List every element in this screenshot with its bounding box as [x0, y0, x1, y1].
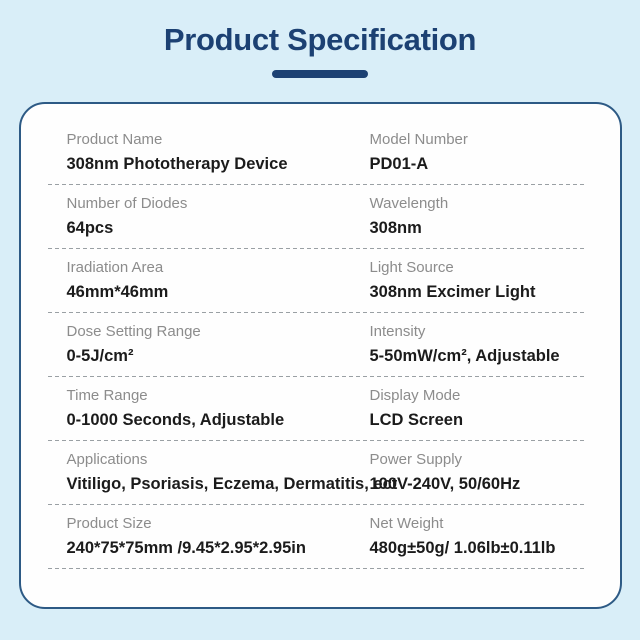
- spec-value: 46mm*46mm: [66, 283, 169, 301]
- spec-value: LCD Screen: [369, 411, 464, 429]
- spec-cell: [370, 194, 585, 239]
- spec-row-size-weight: [48, 505, 585, 569]
- spec-label: Model Number: [369, 131, 468, 148]
- spec-label: Product Name: [66, 131, 163, 148]
- header: [0, 0, 640, 78]
- spec-row-product-name-model: [48, 121, 585, 185]
- spec-value: 0-5J/cm²: [66, 347, 134, 365]
- title-underline: [272, 70, 368, 78]
- spec-label: Dose Setting Range: [66, 323, 201, 340]
- spec-row-area-source: [48, 249, 585, 313]
- spec-cell: [67, 130, 370, 175]
- spec-value: 308nm Excimer Light: [369, 283, 536, 301]
- spec-value: 308nm Phototherapy Device: [66, 155, 288, 173]
- spec-cell: [370, 258, 585, 303]
- spec-value: PD01-A: [369, 155, 429, 173]
- spec-value: 480g±50g/ 1.06lb±0.11lb: [369, 539, 556, 557]
- spec-card: [19, 102, 622, 609]
- spec-row-time-display: [48, 377, 585, 441]
- spec-cell: [67, 258, 370, 303]
- spec-value: 100V-240V, 50/60Hz: [369, 475, 521, 493]
- spec-cell: [67, 386, 370, 431]
- spec-value: 240*75*75mm /9.45*2.95*2.95in: [66, 539, 306, 557]
- spec-row-applications-power: [48, 441, 585, 505]
- spec-label: Time Range: [66, 387, 148, 404]
- spec-value: 308nm: [369, 219, 422, 237]
- spec-label: Display Mode: [369, 387, 461, 404]
- spec-row-dose-intensity: [48, 313, 585, 377]
- spec-cell: [370, 514, 585, 559]
- spec-value: 5-50mW/cm², Adjustable: [369, 347, 560, 365]
- spec-label: Power Supply: [369, 451, 463, 468]
- spec-cell: [67, 514, 370, 559]
- spec-cell: [370, 322, 585, 367]
- spec-cell: [370, 130, 585, 175]
- spec-value: 0-1000 Seconds, Adjustable: [66, 411, 285, 429]
- spec-label: Wavelength: [369, 195, 449, 212]
- page-title: Product Specification: [163, 22, 477, 57]
- spec-cell: [67, 322, 370, 367]
- spec-label: Net Weight: [369, 515, 444, 532]
- spec-cell: [370, 450, 585, 495]
- spec-label: Applications: [66, 451, 148, 468]
- spec-row-diodes-wavelength: [48, 185, 585, 249]
- spec-label: Iradiation Area: [66, 259, 164, 276]
- spec-label: Product Size: [66, 515, 152, 532]
- spec-cell: [66, 450, 398, 495]
- spec-value: 64pcs: [66, 219, 114, 237]
- spec-value: Vitiligo, Psoriasis, Eczema, Dermatitis, ect: [66, 475, 398, 493]
- spec-label: Light Source: [369, 259, 454, 276]
- spec-label: Intensity: [369, 323, 426, 340]
- spec-cell: [370, 386, 585, 431]
- spec-label: Number of Diodes: [66, 195, 188, 212]
- spec-cell: [67, 194, 370, 239]
